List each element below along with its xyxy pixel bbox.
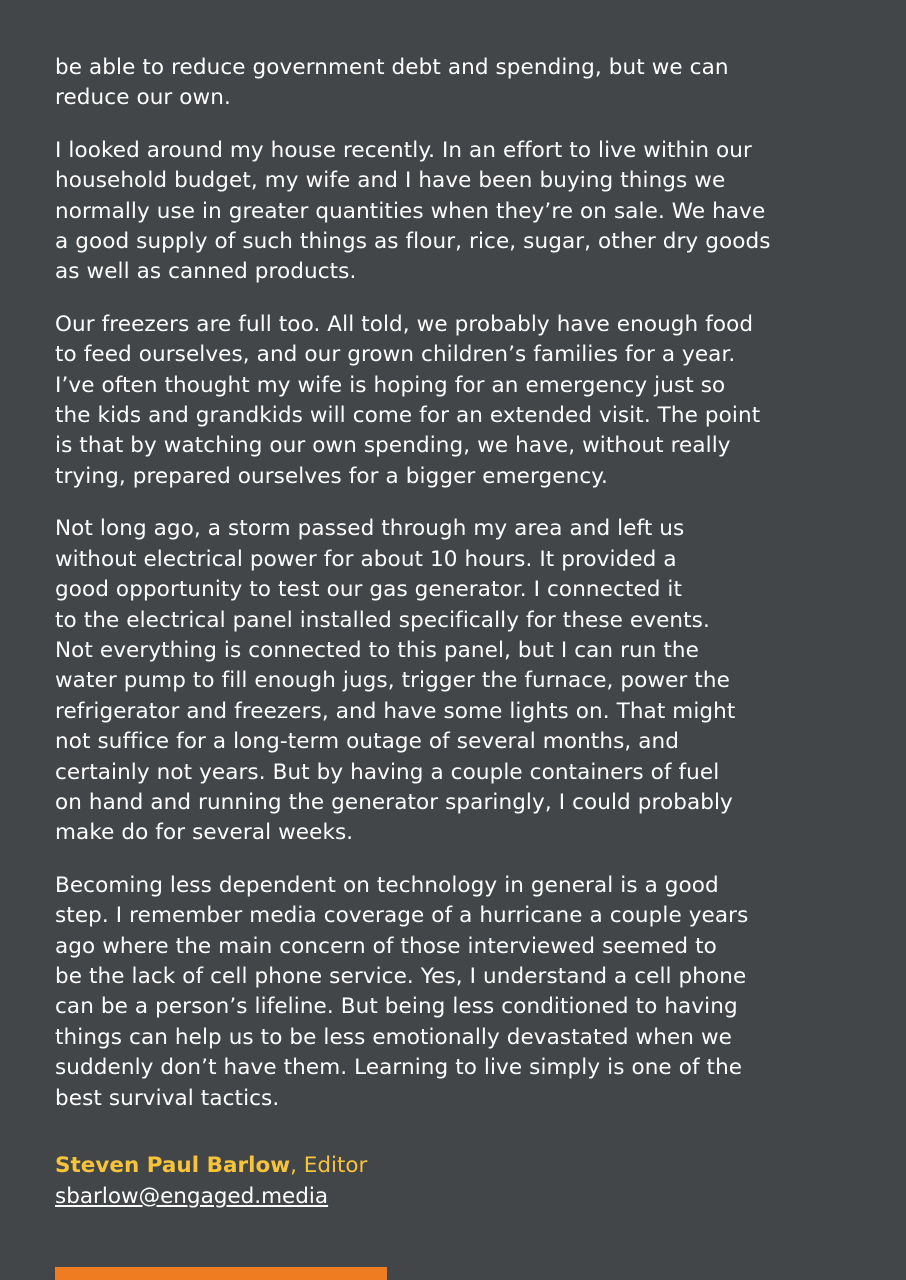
paragraph-line: Not everything is connected to this panel, but I can run the — [55, 637, 699, 663]
editor-role: , Editor — [290, 1153, 368, 1178]
paragraph-line: certainly not years. But by having a couple containers of fuel — [55, 759, 720, 785]
paragraph-line: things can help us to be less emotionally devastated when we — [55, 1024, 732, 1050]
paragraph-line: can be a person’s lifeline. But being less conditioned to having — [55, 994, 738, 1020]
paragraph — [55, 53, 855, 114]
paragraph-line: to feed ourselves, and our grown children’s families for a year. — [55, 342, 736, 368]
paragraph-line: normally use in greater quantities when they’re on sale. We have — [55, 198, 766, 224]
paragraph-line: suddenly don’t have them. Learning to live simply is one of the — [55, 1055, 743, 1081]
paragraph-line: without electrical power for about 10 hours. It provided a — [55, 546, 677, 572]
paragraph-line: reduce our own. — [55, 85, 231, 111]
paragraph-line: the kids and grandkids will come for an extended visit. The point — [55, 403, 761, 429]
paragraph-line: best survival tactics. — [55, 1085, 280, 1111]
paragraph-line: a good supply of such things as flour, rice, sugar, other dry goods — [55, 229, 771, 255]
paragraph-line: refrigerator and freezers, and have some lights on. That might — [55, 698, 736, 724]
article-body — [55, 53, 855, 1212]
paragraph-line: water pump to fill enough jugs, trigger the furnace, power the — [55, 668, 730, 694]
paragraph-line: good opportunity to test our gas generator. I connected it — [55, 577, 683, 603]
paragraph-line: on hand and running the generator sparingly, I could probably — [55, 789, 733, 815]
paragraph-list — [55, 53, 855, 1114]
editor-signature — [55, 1150, 855, 1212]
paragraph-line: household budget, my wife and I have been buying things we — [55, 168, 726, 194]
paragraph-line: I’ve often thought my wife is hoping for an emergency just so — [55, 372, 726, 398]
paragraph-line: Our freezers are full too. All told, we probably have enough food — [55, 311, 754, 337]
paragraph-line: not suffice for a long-term outage of several months, and — [55, 729, 679, 755]
paragraph-line: I looked around my house recently. In an effort to live within our — [55, 137, 752, 163]
editor-name: Steven Paul Barlow — [55, 1153, 291, 1178]
paragraph — [55, 871, 855, 1114]
paragraph-line: step. I remember media coverage of a hurricane a couple years — [55, 903, 749, 929]
paragraph — [55, 136, 855, 288]
paragraph-line: be the lack of cell phone service. Yes, I understand a cell phone — [55, 963, 747, 989]
paragraph-line: as well as canned products. — [55, 259, 357, 285]
paragraph — [55, 310, 855, 492]
paragraph-line: ago where the main concern of those interviewed seemed to — [55, 933, 717, 959]
paragraph-line: to the electrical panel installed specifically for these events. — [55, 607, 710, 633]
paragraph-line: Not long ago, a storm passed through my area and left us — [55, 516, 685, 542]
editor-email-link[interactable]: sbarlow@engaged.media — [55, 1184, 329, 1209]
paragraph-line: is that by watching our own spending, we have, without really — [55, 433, 731, 459]
paragraph-line: trying, prepared ourselves for a bigger emergency. — [55, 463, 608, 489]
paragraph — [55, 514, 855, 848]
paragraph-line: be able to reduce government debt and spending, but we can — [55, 55, 729, 80]
paragraph-line: Becoming less dependent on technology in general is a good — [55, 872, 719, 898]
paragraph-line: make do for several weeks. — [55, 820, 354, 846]
accent-bar — [55, 1267, 387, 1280]
